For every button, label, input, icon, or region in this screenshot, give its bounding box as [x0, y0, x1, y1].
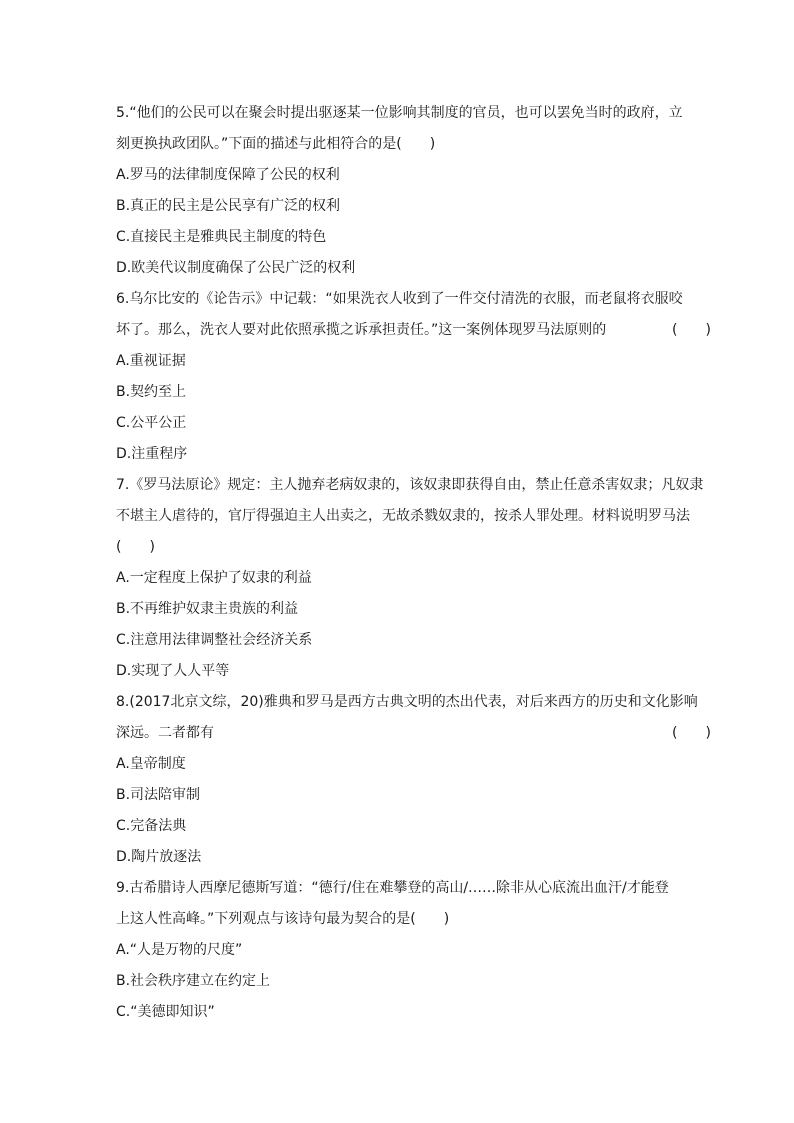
- question-9-option-b: B.社会秩序建立在约定上: [116, 973, 271, 989]
- question-5-option-b: B.真正的民主是公民享有广泛的权利: [116, 198, 341, 214]
- question-8-stem-line-1: 8.(2017北京文综，20)雅典和罗马是西方古典文明的杰出代表，对后来西方的历史和文化影响: [116, 694, 698, 710]
- question-8-option-c: C.完备法典: [116, 818, 187, 834]
- question-7-stem-line-1: 7.《罗马法原论》规定：主人抛弃老病奴隶的，该奴隶即获得自由，禁止任意杀害奴隶；凡奴隶: [116, 477, 704, 493]
- question-7-stem-line-3: ( ): [116, 539, 155, 555]
- question-5-stem-line-2: 刻更换执政团队。”下面的描述与此相符合的是( ): [116, 136, 436, 152]
- question-8-answer-blank: ( ): [672, 725, 711, 741]
- question-9-stem-line-2: 上这人性高峰。”下列观点与该诗句最为契合的是( ): [116, 911, 450, 927]
- question-6-option-c: C.公平公正: [116, 415, 187, 431]
- question-8-option-d: D.陶片放逐法: [116, 849, 202, 865]
- question-8-option-b: B.司法陪审制: [116, 787, 201, 803]
- question-5-stem-line-1: 5.“他们的公民可以在聚会时提出驱逐某一位影响其制度的官员，也可以罢免当时的政府，立: [116, 105, 683, 121]
- question-9-option-a: A.“人是万物的尺度”: [116, 942, 243, 958]
- question-6-option-b: B.契约至上: [116, 384, 187, 400]
- question-7-stem-line-2: 不堪主人虐待的，官厅得强迫主人出卖之，无故杀戮奴隶的，按杀人罪处理。材料说明罗马法: [116, 508, 690, 524]
- question-5-option-a: A.罗马的法律制度保障了公民的权利: [116, 167, 340, 183]
- question-8-stem-line-2: 深远。二者都有: [116, 725, 214, 741]
- question-9-option-c: C.“美德即知识”: [116, 1004, 215, 1020]
- question-6-answer-blank: ( ): [672, 322, 711, 338]
- question-5-option-d: D.欧美代议制度确保了公民广泛的权利: [116, 260, 356, 276]
- question-6-stem-line-1: 6.乌尔比安的《论告示》中记载：“如果洗衣人收到了一件交付清洗的衣服，而老鼠将衣服咬: [116, 291, 683, 307]
- question-6-stem-line-2: 坏了。那么，洗衣人要对此依照承揽之诉承担责任。”这一案例体现罗马法原则的: [116, 322, 607, 338]
- question-6-option-d: D.注重程序: [116, 446, 188, 462]
- question-9-stem-line-1: 9.古希腊诗人西摩尼德斯写道：“德行/住在难攀登的高山/……除非从心底流出血汗/才能登: [116, 880, 669, 896]
- question-6-option-a: A.重视证据: [116, 353, 186, 369]
- question-7-option-d: D.实现了人人平等: [116, 663, 230, 679]
- question-7-option-b: B.不再维护奴隶主贵族的利益: [116, 601, 299, 617]
- question-7-option-a: A.一定程度上保护了奴隶的利益: [116, 570, 312, 586]
- question-5-option-c: C.直接民主是雅典民主制度的特色: [116, 229, 327, 245]
- question-7-option-c: C.注意用法律调整社会经济关系: [116, 632, 313, 648]
- question-8-option-a: A.皇帝制度: [116, 756, 186, 772]
